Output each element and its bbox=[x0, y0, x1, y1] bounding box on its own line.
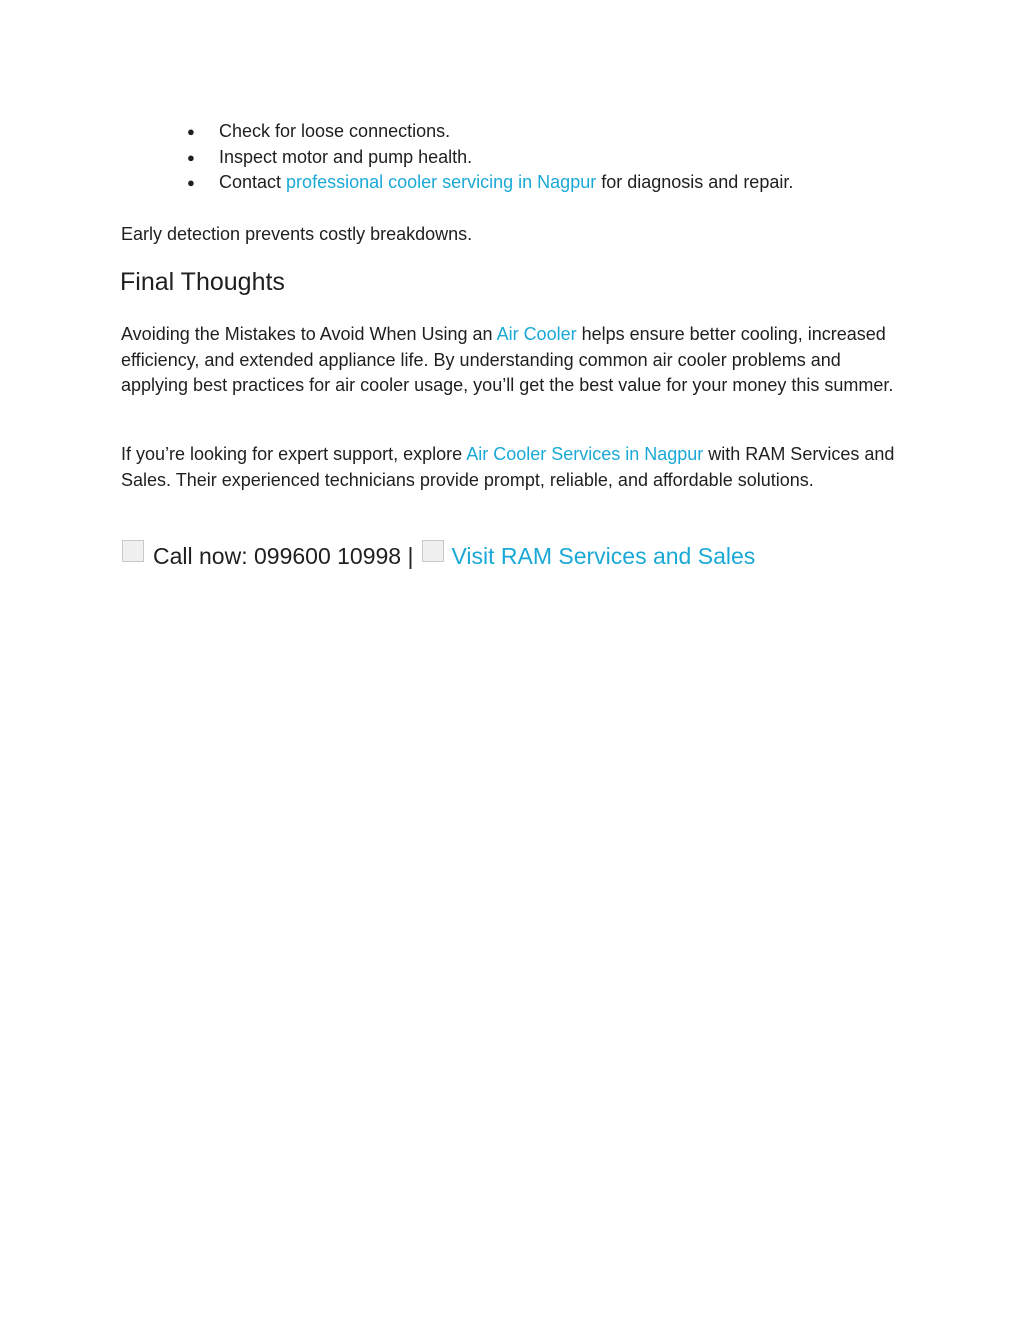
list-item bbox=[187, 119, 793, 145]
paragraph-text-after: helps ensure better cooling, increased efficiency, and extended appliance life. By understanding common air cooler problems and applying best practices for air cooler usage, you’ll get the best value for your money this summer. bbox=[121, 324, 894, 395]
list-item bbox=[187, 145, 793, 171]
tips-list bbox=[187, 119, 793, 196]
list-item bbox=[187, 170, 793, 196]
support-paragraph bbox=[121, 442, 911, 493]
bullet-icon: ● bbox=[187, 175, 195, 190]
list-item-text: Check for loose connections. bbox=[219, 121, 451, 141]
website-image-icon bbox=[422, 540, 444, 562]
list-item-text: Inspect motor and pump health. bbox=[219, 146, 473, 167]
air-cooler-services-link[interactable]: Air Cooler Services in Nagpur bbox=[466, 444, 704, 464]
list-item-text-before: Contact bbox=[219, 172, 287, 192]
bullet-icon: ● bbox=[187, 124, 195, 139]
visit-website-link[interactable]: Visit RAM Services and Sales bbox=[451, 543, 756, 569]
call-to-action bbox=[122, 539, 755, 573]
paragraph-text-after: with RAM Services and Sales. Their experienced technicians provide prompt, reliable, and affordable solutions. bbox=[121, 444, 895, 490]
cooler-servicing-link[interactable]: professional cooler servicing in Nagpur bbox=[286, 172, 597, 192]
call-now-text: Call now: 099600 10998 | bbox=[153, 543, 414, 569]
paragraph-text-before: Avoiding the Mistakes to Avoid When Using an bbox=[121, 324, 497, 344]
conclusion-paragraph bbox=[121, 322, 911, 399]
section-heading: Final Thoughts bbox=[120, 268, 285, 296]
early-detection-paragraph: Early detection prevents costly breakdowns. bbox=[121, 224, 473, 244]
paragraph-text-before: If you’re looking for expert support, explore bbox=[121, 444, 467, 464]
phone-image-icon bbox=[122, 540, 144, 562]
list-item-text-after: for diagnosis and repair. bbox=[596, 172, 794, 192]
bullet-icon: ● bbox=[187, 149, 195, 165]
air-cooler-link[interactable]: Air Cooler bbox=[496, 324, 577, 344]
